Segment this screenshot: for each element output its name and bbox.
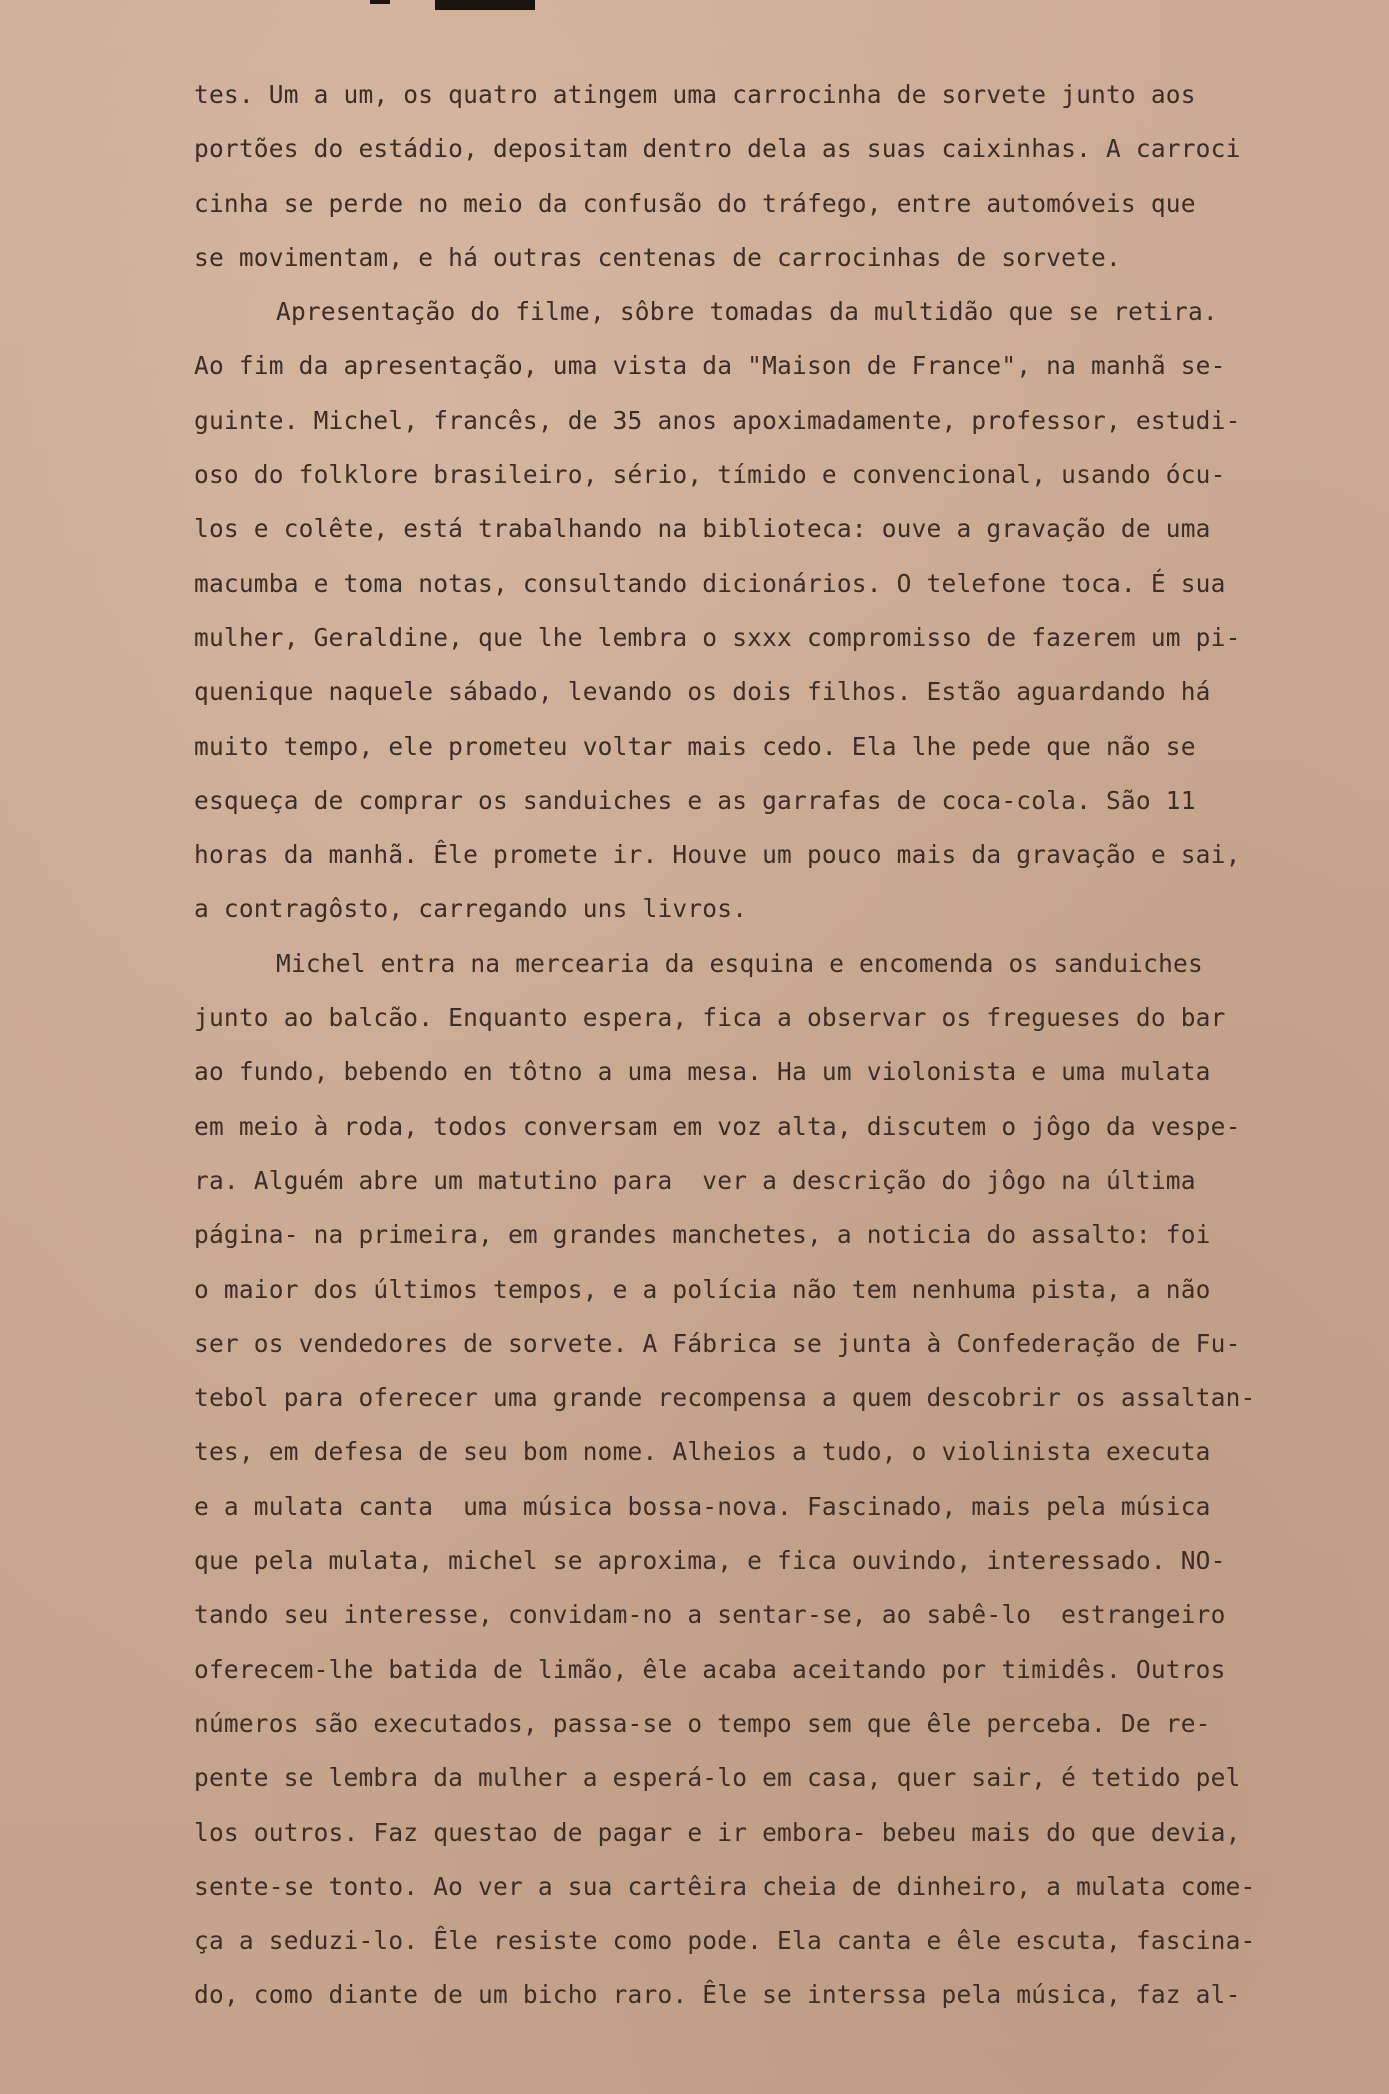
text-line: junto ao balcão. Enquanto espera, fica a observar os fregueses do bar (194, 1003, 1226, 1033)
text-line: sente-se tonto. Ao ver a sua cartêira cheia de dinheiro, a mulata come- (194, 1871, 1256, 1901)
text-line: ra. Alguém abre um matutino para ver a descrição do jôgo na última (194, 1165, 1196, 1195)
text-line: portões do estádio, depositam dentro dela as suas caixinhas. A carroci (194, 134, 1241, 164)
text-line: o maior dos últimos tempos, e a polícia não tem nenhuma pista, a não (194, 1274, 1211, 1304)
text-line: esqueça de comprar os sanduiches e as garrafas de coca-cola. São 11 (194, 785, 1196, 815)
text-line: mulher, Geraldine, que lhe lembra o sxxx compromisso de fazerem um pi- (194, 622, 1241, 652)
binding-mark-small (370, 0, 390, 4)
text-line: muito tempo, ele prometeu voltar mais cedo. Ela lhe pede que não se (194, 731, 1196, 761)
text-line: ser os vendedores de sorvete. A Fábrica se junta à Confederação de Fu- (194, 1328, 1241, 1358)
text-line: macumba e toma notas, consultando dicionários. O telefone toca. É sua (194, 568, 1226, 598)
text-line: página- na primeira, em grandes manchetes, a noticia do assalto: foi (194, 1220, 1211, 1250)
text-line: guinte. Michel, francês, de 35 anos apoximadamente, professor, estudi- (194, 405, 1241, 435)
text-line: e a mulata canta uma música bossa-nova. Fascinado, mais pela música (194, 1491, 1211, 1521)
text-line: los outros. Faz questao de pagar e ir embora- bebeu mais do que devia, (194, 1817, 1241, 1847)
text-line: tes, em defesa de seu bom nome. Alheios a tudo, o violinista executa (194, 1437, 1211, 1467)
text-line: do, como diante de um bicho raro. Êle se interssa pela música, faz al- (194, 1980, 1241, 2010)
text-line: oferecem-lhe batida de limão, êle acaba aceitando por timidês. Outros (194, 1654, 1226, 1684)
text-line: Apresentação do filme, sôbre tomadas da multidão que se retira. (276, 297, 1218, 327)
typed-text-body (194, 68, 1354, 2023)
text-line: Michel entra na mercearia da esquina e encomenda os sanduiches (276, 948, 1203, 978)
text-line: a contragôsto, carregando uns livros. (194, 894, 748, 924)
text-line: cinha se perde no meio da confusão do tráfego, entre automóveis que (194, 188, 1196, 218)
text-line: se movimentam, e há outras centenas de carrocinhas de sorvete. (194, 242, 1121, 272)
text-line: Ao fim da apresentação, uma vista da "Maison de France", na manhã se- (194, 351, 1226, 381)
text-line: oso do folklore brasileiro, sério, tímido e convencional, usando ócu- (194, 460, 1226, 490)
text-line: em meio à roda, todos conversam em voz alta, discutem o jôgo da vespe- (194, 1111, 1241, 1141)
binding-mark (435, 0, 535, 10)
text-line: quenique naquele sábado, levando os dois filhos. Estão aguardando há (194, 677, 1211, 707)
text-line: pente se lembra da mulher a esperá-lo em casa, quer sair, é tetido pel (194, 1763, 1241, 1793)
text-line: tebol para oferecer uma grande recompensa a quem descobrir os assaltan- (194, 1383, 1256, 1413)
text-line: tando seu interesse, convidam-no a sentar-se, ao sabê-lo estrangeiro (194, 1600, 1226, 1630)
text-line: ça a seduzi-lo. Êle resiste como pode. Ela canta e êle escuta, fascina- (194, 1926, 1256, 1956)
text-line: tes. Um a um, os quatro atingem uma carrocinha de sorvete junto aos (194, 80, 1196, 109)
text-line: ao fundo, bebendo en tôtno a uma mesa. Ha um violonista e uma mulata (194, 1057, 1211, 1087)
text-line: horas da manhã. Êle promete ir. Houve um pouco mais da gravação e sai, (194, 840, 1241, 870)
text-line: los e colête, está trabalhando na biblioteca: ouve a gravação de uma (194, 514, 1211, 544)
text-line: que pela mulata, michel se aproxima, e fica ouvindo, interessado. NO- (194, 1546, 1226, 1576)
text-line: números são executados, passa-se o tempo sem que êle perceba. De re- (194, 1708, 1211, 1738)
